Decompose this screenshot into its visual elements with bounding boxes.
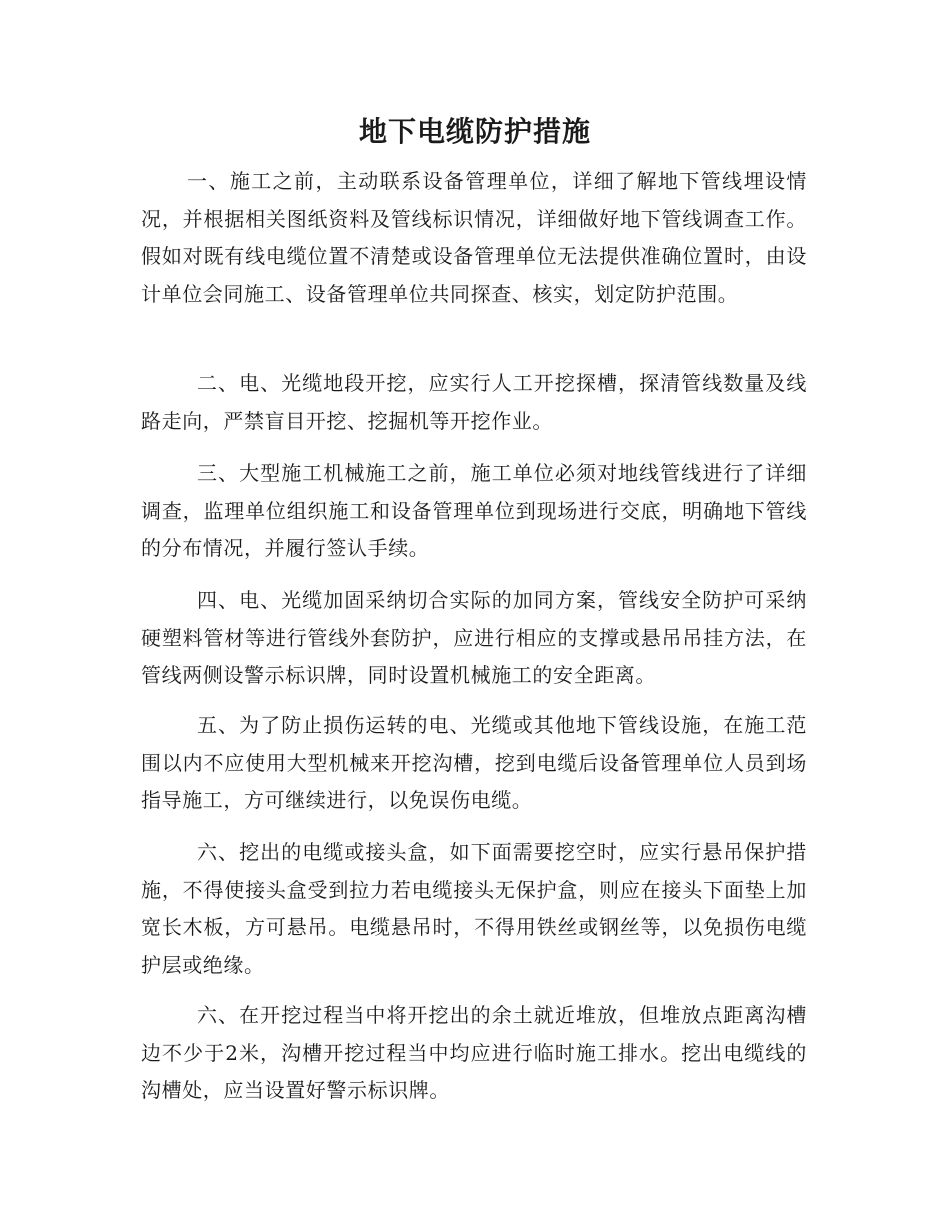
paragraph-2: 二、电、光缆地段开挖，应实行人工开挖探槽，探清管线数量及线路走向，严禁盲目开挖、挖掘机等开挖作业。 xyxy=(141,371,807,433)
paragraph-1: 一、施工之前，主动联系设备管理单位，详细了解地下管线埋设情况，并根据相关图纸资料及管线标识情况，详细做好地下管线调查工作。假如对既有线电缆位置不清楚或设备管理单位无法提供准确位置时，由设计单位会同施工、设备管理单位共同探查、核实，划定防护范围。 xyxy=(141,169,807,306)
paragraph-7: 六、在开挖过程当中将开挖出的余土就近堆放，但堆放点距离沟槽边不少于2米，沟槽开挖过程当中均应进行临时施工排水。挖出电缆线的沟槽处，应当设置好警示标识牌。 xyxy=(141,1003,807,1102)
paragraph-5: 五、为了防止损伤运转的电、光缆或其他地下管线设施，在施工范围以内不应使用大型机械来开挖沟槽，挖到电缆后设备管理单位人员到场指导施工，方可继续进行，以免误伤电缆。 xyxy=(141,713,807,812)
paragraph-6: 六、挖出的电缆或接头盒，如下面需要挖空时，应实行悬吊保护措施，不得使接头盒受到拉力若电缆接头无保护盒，则应在接头下面垫上加宽长木板，方可悬吊。电缆悬吊时，不得用铁丝或钢丝等，以免损伤电缆护层或绝缘。 xyxy=(141,840,807,977)
paragraph-3: 三、大型施工机械施工之前，施工单位必须对地线管线进行了详细调查，监理单位组织施工和设备管理单位到现场进行交底，明确地下管线的分布情况，并履行签认手续。 xyxy=(141,461,807,560)
document-title: 地下电缆防护措施 xyxy=(358,115,591,148)
paragraph-4: 四、电、光缆加固采纳切合实际的加同方案，管线安全防护可采纳硬塑料管材等进行管线外套防护，应进行相应的支撑或悬吊吊挂方法，在管线两侧设警示标识牌，同时设置机械施工的安全距离。 xyxy=(141,588,807,687)
